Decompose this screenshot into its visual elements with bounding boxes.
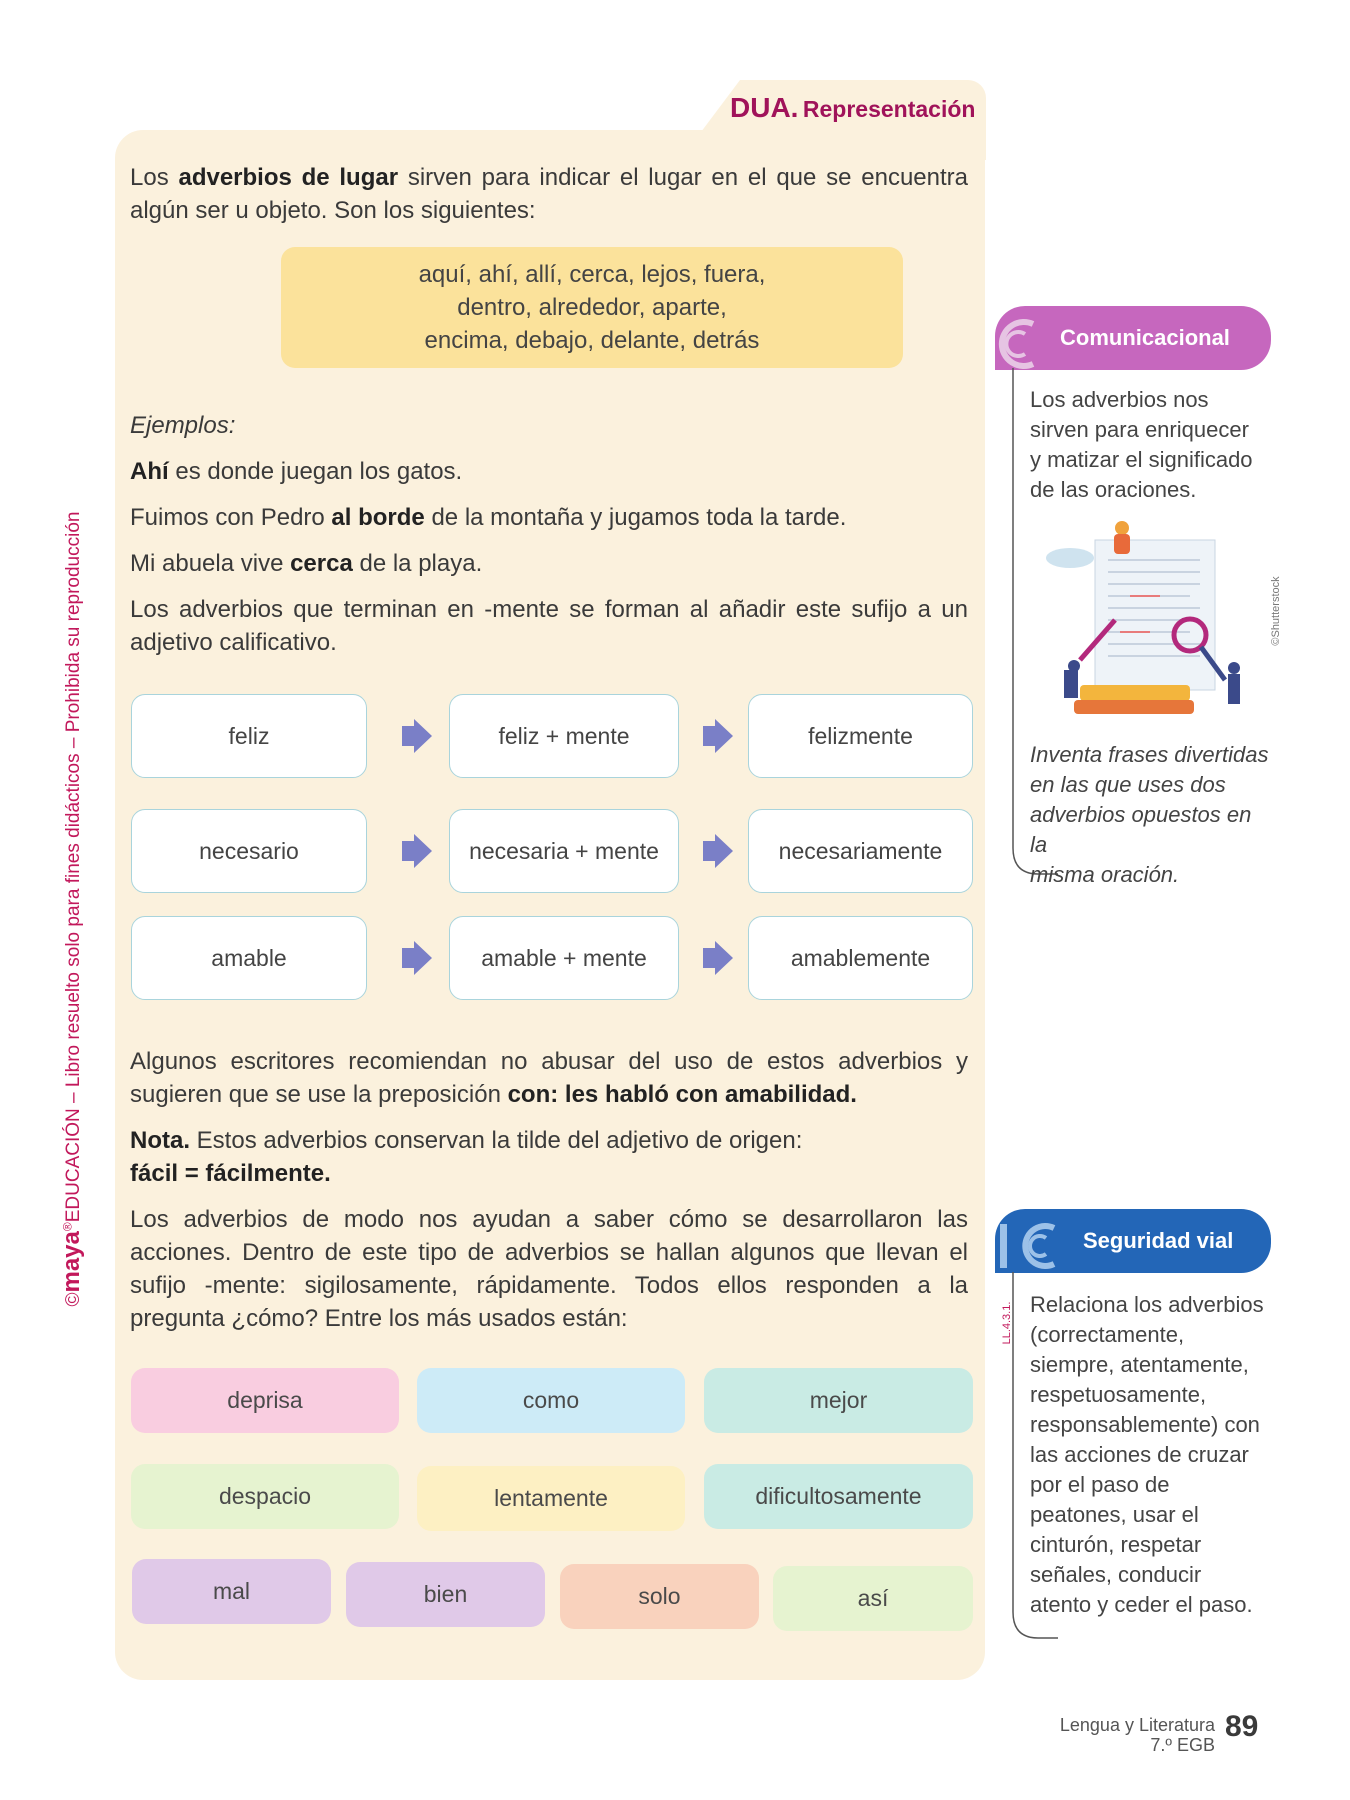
seguridad-line: atento y ceder el paso. [1030,1592,1253,1617]
comunicacional-activity [1030,740,1270,890]
lugar-line: aquí, ahí, allí, cerca, lejos, fuera, [418,261,766,288]
c-logo-icon [995,316,1041,372]
formation-adjective: necesario [131,809,367,893]
arrow-right-icon [400,832,434,870]
example-2-bold: al borde [331,504,425,531]
writers-paragraph [130,1045,968,1111]
ic-logo-icon [998,1218,1062,1274]
arrow-right-icon [400,717,434,755]
dua-heading [730,92,976,124]
modo-paragraph: Los adverbios de modo nos ayudan a saber cómo se desarrollaron las acciones. Dentro de este tipo de adverbios se hallan algunos que llevan el sufijo -mente: sigilosamente, rápidamente. Todos ellos responden a la pregunta ¿cómo? Entre los más usados están: [130,1206,968,1332]
copyright-notice [58,479,86,1339]
seguridad-title: Seguridad vial [1083,1228,1234,1253]
seguridad-line: responsablemente) con [1030,1412,1260,1437]
nota-text: Estos adverbios conservan la tilde del adjetivo de origen: [190,1127,803,1154]
formation-result: felizmente [748,694,973,778]
intro-paragraph [130,161,968,227]
comunicacional-line: Los adverbios nos [1030,387,1209,412]
modo-word: dificultosamente [704,1464,973,1529]
example-2-pre: Fuimos con Pedro [130,504,332,531]
example-1-rest: es donde juegan los gatos. [168,458,463,485]
seguridad-line: señales, conducir [1030,1562,1202,1587]
activity-line: Inventa frases divertidas [1030,742,1269,767]
mente-intro: Los adverbios que terminan en -mente se forman al añadir este sufijo a un adjetivo calificativo. [130,596,968,656]
footer-subject-block [980,1715,1215,1755]
formation-adjective: feliz [131,694,367,778]
modo-word: bien [346,1562,545,1627]
example-1-bold: Ahí [130,458,169,485]
reading-illustration [1040,510,1250,730]
page-number: 89 [1225,1710,1259,1743]
formation-sum: necesaria + mente [449,809,679,893]
comunicacional-line: sirven para enriquecer [1030,417,1249,442]
modo-word: mal [132,1559,331,1624]
seguridad-line: cinturón, respetar [1030,1532,1202,1557]
writers-pre: Algunos escritores recomiendan no abusar del uso de estos adverbios y sugieren que se use la preposición [130,1048,968,1108]
modo-word: deprisa [131,1368,399,1433]
activity-line: en las que uses dos [1030,772,1226,797]
activity-line: misma oración. [1030,862,1180,887]
example-3-post: de la playa. [352,550,483,577]
footer-subject: Lengua y Literatura [1059,1715,1215,1735]
image-credit [1266,560,1286,670]
modo-word: solo [560,1564,759,1629]
modo-word: mejor [704,1368,973,1433]
registered-mark: ® [60,1222,75,1232]
footer-grade: 7.º EGB [1150,1735,1215,1755]
modo-word: despacio [131,1464,399,1529]
arrow-right-icon [400,939,434,977]
example-3-pre: Mi abuela vive [130,550,291,577]
writers-bold: con: les habló con amabilidad. [507,1081,857,1108]
nota-label: Nota. [130,1127,190,1154]
intro-post: sirven para indicar el lugar en el que se encuentra algún ser u objeto. Son los siguientes: [130,164,968,224]
examples-title: Ejemplos: [130,412,236,439]
example-2-post: de la montaña y jugamos toda la tarde. [424,504,847,531]
lugar-line: dentro, alrededor, aparte, [457,294,727,321]
seguridad-line: (correctamente, [1030,1322,1185,1347]
activity-line: adverbios opuestos en la [1030,802,1252,857]
comunicacional-text [1030,385,1270,505]
formation-result: amablemente [748,916,973,1000]
seguridad-line: peatones, usar el [1030,1502,1199,1527]
seguridad-line: por el paso de [1030,1472,1170,1497]
adverbios-lugar-box [281,247,903,368]
comunicacional-line: de las oraciones. [1030,477,1197,502]
copyright-symbol: © [63,1292,84,1307]
formation-sum: feliz + mente [449,694,679,778]
formation-adjective: amable [131,916,367,1000]
nota-paragraph [130,1124,968,1190]
image-credit-text: ©Shutterstock [1270,576,1282,646]
seguridad-line: las acciones de cruzar [1030,1442,1249,1467]
intro-pre: Los [130,164,179,191]
copyright-text: EDUCACIÓN – Libro resuelto solo para fines didácticos – Prohibida su reproducción [63,511,84,1223]
arrow-right-icon [701,939,735,977]
example-3-bold: cerca [290,550,353,577]
seguridad-line: respetuosamente, [1030,1382,1207,1407]
comunicacional-title: Comunicacional [1060,325,1230,350]
arrow-right-icon [701,717,735,755]
example-1 [130,455,968,488]
arrow-right-icon [701,832,735,870]
example-2 [130,501,968,534]
modo-word: así [773,1566,973,1631]
dua-title: DUA. [730,92,799,123]
example-3 [130,547,968,580]
lugar-line: encima, debajo, delante, detrás [424,327,760,354]
seguridad-line: siempre, atentamente, [1030,1352,1249,1377]
modo-word: lentamente [417,1466,685,1531]
formation-result: necesariamente [748,809,973,893]
seguridad-line: Relaciona los adverbios [1030,1292,1264,1317]
nota-example: fácil = fácilmente. [130,1160,331,1187]
modo-word: como [417,1368,685,1433]
formation-sum: amable + mente [449,916,679,1000]
seguridad-code-text: LL.4.3.1. [1001,1301,1013,1345]
seguridad-text [1030,1290,1280,1620]
dua-subtitle: Representación [802,96,976,122]
comunicacional-line: y matizar el significado [1030,447,1253,472]
intro-bold: adverbios de lugar [178,164,399,191]
brand-logo: maya [58,1231,85,1293]
